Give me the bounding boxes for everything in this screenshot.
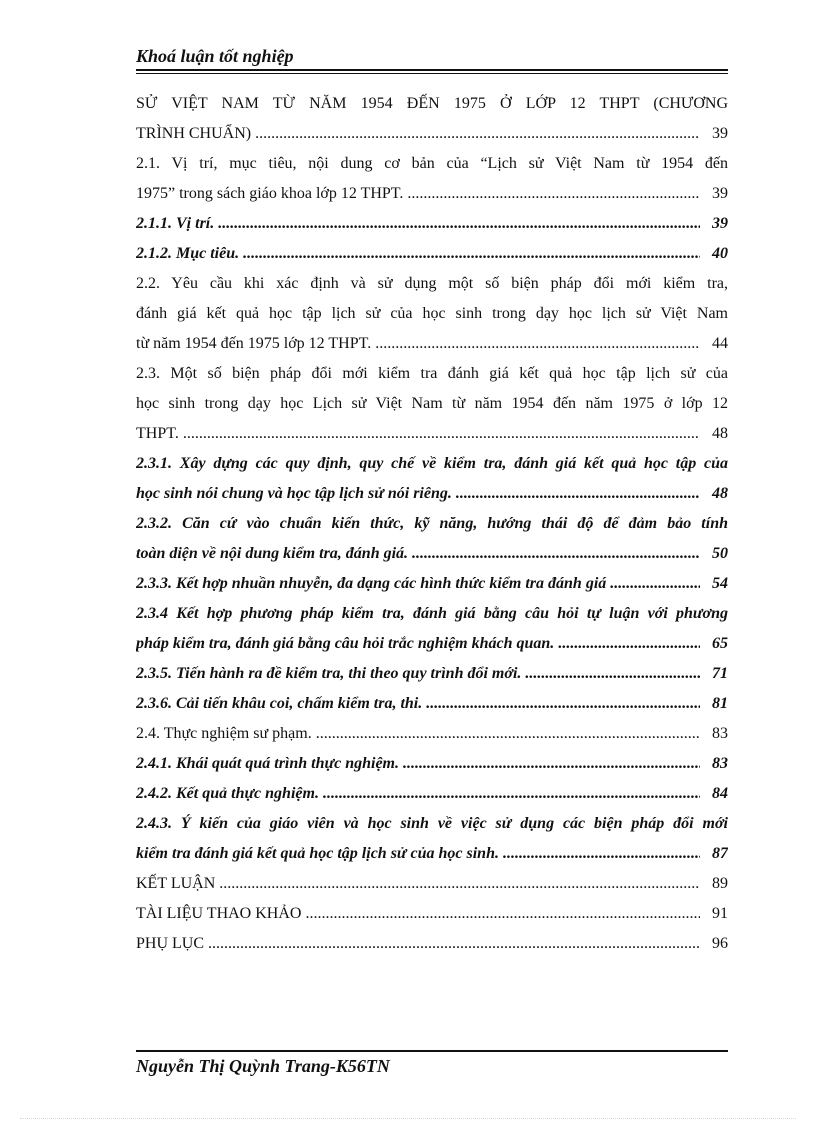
toc-page-number: 48 [712,425,728,442]
toc-entry-text: từ năm 1954 đến 1975 lớp 12 THPT. [136,335,372,352]
toc-page-number: 44 [712,335,728,352]
toc-line: học sinh trong dạy học Lịch sử Việt Nam từ năm 1954 đến năm 1975 ở lớp 12 [136,395,728,412]
toc-leader-dots [255,119,700,149]
toc-entry-text: KẾT LUẬN [136,875,216,892]
toc-leader-dots [219,869,700,899]
toc-entry-text: 2.1.2. Mục tiêu. [136,245,240,262]
toc-page-number: 39 [712,185,728,202]
toc-entry[interactable] [136,239,728,269]
toc-leader-dots [305,899,700,929]
toc-leader-dots [525,659,700,689]
toc-line: 2.3.1. Xây dựng các quy định, quy chế về kiểm tra, đánh giá kết quả học tập của [136,455,728,472]
toc-leader-dots [412,539,700,569]
toc-page-number: 96 [712,935,728,952]
toc-entry[interactable] [136,209,728,239]
header-rule-thin [136,73,728,74]
toc-entry-text: học sinh nói chung và học tập lịch sử nói riêng. [136,485,452,502]
toc-line: 2.2. Yêu cầu khi xác định và sử dụng một số biện pháp đổi mới kiểm tra, [136,275,728,292]
toc-page-number: 83 [712,755,728,772]
toc-entry-text: 2.4. Thực nghiệm sư phạm. [136,725,312,742]
toc-entry[interactable] [136,839,728,869]
toc-entry[interactable] [136,689,728,719]
page-header-title: Khoá luận tốt nghiệp [136,46,294,66]
toc-entry-text: pháp kiểm tra, đánh giá bằng câu hỏi trắc nghiệm khách quan. [136,635,555,652]
toc-page-number: 87 [712,845,728,862]
toc-entry[interactable] [136,749,728,779]
toc-leader-dots [503,839,700,869]
toc-entry[interactable] [136,569,728,599]
toc-line: 2.3.2. Căn cứ vào chuẩn kiến thức, kỹ năng, hướng thái độ để đảm bảo tính [136,515,728,532]
toc-entry[interactable] [136,479,728,509]
toc-leader-dots [610,569,700,599]
toc-leader-dots [243,239,700,269]
toc-entry[interactable] [136,929,728,959]
header-rule-thick [136,69,728,71]
toc-entry-text: TÀI LIỆU THAO KHẢO [136,905,302,922]
toc-entry[interactable] [136,899,728,929]
toc-entry[interactable] [136,869,728,899]
toc-entry-text: 2.4.2. Kết quả thực nghiệm. [136,785,319,802]
toc-entry[interactable] [136,179,728,209]
toc-leader-dots [558,629,700,659]
toc-leader-dots [403,749,700,779]
toc-page-number: 40 [712,245,728,262]
toc-leader-dots [208,929,700,959]
toc-page-number: 83 [712,725,728,742]
toc-entry[interactable] [136,779,728,809]
page-footer-author: Nguyễn Thị Quỳnh Trang-K56TN [136,1056,390,1076]
toc-page-number: 84 [712,785,728,802]
toc-leader-dots [183,419,700,449]
toc-line: đánh giá kết quả học tập lịch sử của học sinh trong dạy học lịch sử Việt Nam [136,305,728,322]
toc-page-number: 65 [712,635,728,652]
toc-entry-text: 2.3.5. Tiến hành ra đề kiểm tra, thi theo quy trình đổi mới. [136,665,522,682]
toc-page-number: 54 [712,575,728,592]
toc-entry-text: 2.1.1. Vị trí. [136,215,215,232]
toc-entry-text: 2.4.1. Khái quát quá trình thực nghiệm. [136,755,399,772]
toc-page-number: 48 [712,485,728,502]
toc-line: SỬ VIỆT NAM TỪ NĂM 1954 ĐẾN 1975 Ở LỚP 12 THPT (CHƯƠNG [136,95,728,112]
toc-entry-text: toàn diện về nội dung kiểm tra, đánh giá. [136,545,409,562]
toc-leader-dots [323,779,700,809]
toc-entry-text: kiểm tra đánh giá kết quả học tập lịch sử của học sinh. [136,845,499,862]
toc-entry-text: 2.3.3. Kết hợp nhuần nhuyễn, đa dạng các hình thức kiểm tra đánh giá [136,575,607,592]
toc-entry[interactable] [136,539,728,569]
table-of-contents [136,89,728,959]
toc-entry-text: THPT. [136,425,179,442]
toc-leader-dots [456,479,700,509]
toc-line: 2.3. Một số biện pháp đổi mới kiểm tra đánh giá kết quả học tập lịch sử của [136,365,728,382]
toc-leader-dots [375,329,700,359]
toc-leader-dots [407,179,700,209]
toc-entry[interactable] [136,719,728,749]
toc-entry[interactable] [136,659,728,689]
toc-line: 2.4.3. Ý kiến của giáo viên và học sinh về việc sử dụng các biện pháp đổi mới [136,815,728,832]
toc-entry-text: 2.3.6. Cải tiến khâu coi, chấm kiểm tra, thi. [136,695,423,712]
toc-page-number: 91 [712,905,728,922]
toc-entry[interactable] [136,329,728,359]
footer-rule [136,1050,728,1052]
toc-leader-dots [426,689,700,719]
toc-page-number: 50 [712,545,728,562]
toc-entry[interactable] [136,419,728,449]
toc-page-number: 81 [712,695,728,712]
toc-entry[interactable] [136,629,728,659]
page-edge-dotted-border [20,1118,796,1119]
toc-page-number: 39 [712,215,728,232]
toc-page-number: 39 [712,125,728,142]
toc-leader-dots [218,209,700,239]
toc-entry-text: PHỤ LỤC [136,935,205,952]
toc-entry-text: TRÌNH CHUẨN) [136,125,252,142]
toc-entry-text: 1975” trong sách giáo khoa lớp 12 THPT. [136,185,404,202]
toc-line: 2.1. Vị trí, mục tiêu, nội dung cơ bản của “Lịch sử Việt Nam từ 1954 đến [136,155,728,172]
toc-page-number: 89 [712,875,728,892]
toc-page-number: 71 [712,665,728,682]
toc-leader-dots [316,719,700,749]
toc-line: 2.3.4 Kết hợp phương pháp kiểm tra, đánh giá bằng câu hỏi tự luận với phương [136,605,728,622]
toc-entry[interactable] [136,119,728,149]
